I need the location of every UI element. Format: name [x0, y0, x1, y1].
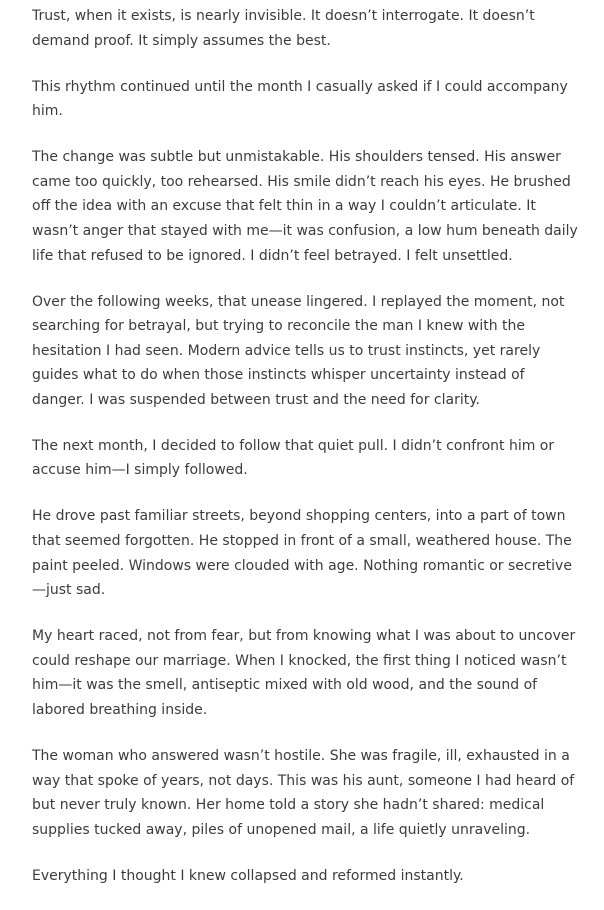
paragraph-drive: He drove past familiar streets, beyond shopping centers, into a part of town that seemed forgotten. He stopped in front of a small, weathered house. The paint peeled. Windows were clouded with age. Nothing romantic or secretive—just sad.	[32, 508, 572, 599]
article-body	[32, 4, 580, 910]
paragraph-rhythm: This rhythm continued until the month I casually asked if I could accompany him.	[32, 78, 568, 120]
paragraph-trust: Trust, when it exists, is nearly invisible. It doesn’t interrogate. It doesn’t demand proof. It simply assumes the best.	[32, 8, 535, 49]
paragraph-unease: Over the following weeks, that unease lingered. I replayed the moment, not searching for betrayal, but trying to reconcile the man I knew with the hesitation I had seen. Modern advice tells us to trust instincts, yet rarely guides what to do when those instincts whisper uncertainty instead of danger. I was suspended between trust and the need for clarity.	[32, 293, 565, 408]
paragraph-woman: The woman who answered wasn’t hostile. She was fragile, ill, exhausted in a way that spoke of years, not days. This was his aunt, someone I had heard of but never truly known. Her home told a story she hadn’t shared: medical supplies tucked away, piles of unopened mail, a life quietly unraveling.	[32, 747, 575, 838]
paragraph-heart: My heart raced, not from fear, but from knowing what I was about to uncover could reshape our marriage. When I knocked, the first thing I noticed wasn’t him—it was the smell, antiseptic mixed with old wood, and the sound of labored breathing inside.	[32, 628, 576, 718]
paragraph-follow: The next month, I decided to follow that quiet pull. I didn’t confront him or accuse him—I simply followed.	[32, 437, 555, 479]
paragraph-everything: Everything I thought I knew collapsed and reformed instantly.	[32, 867, 464, 884]
paragraph-change: The change was subtle but unmistakable. His shoulders tensed. His answer came too quickly, too rehearsed. His smile didn’t reach his eyes. He brushed off the idea with an excuse that felt thin in a way I couldn’t articulate. It wasn’t anger that stayed with me—it was confusion, a low hum beneath daily life that refused to be ignored. I didn’t feel betrayed. I felt unsettled.	[32, 149, 578, 264]
